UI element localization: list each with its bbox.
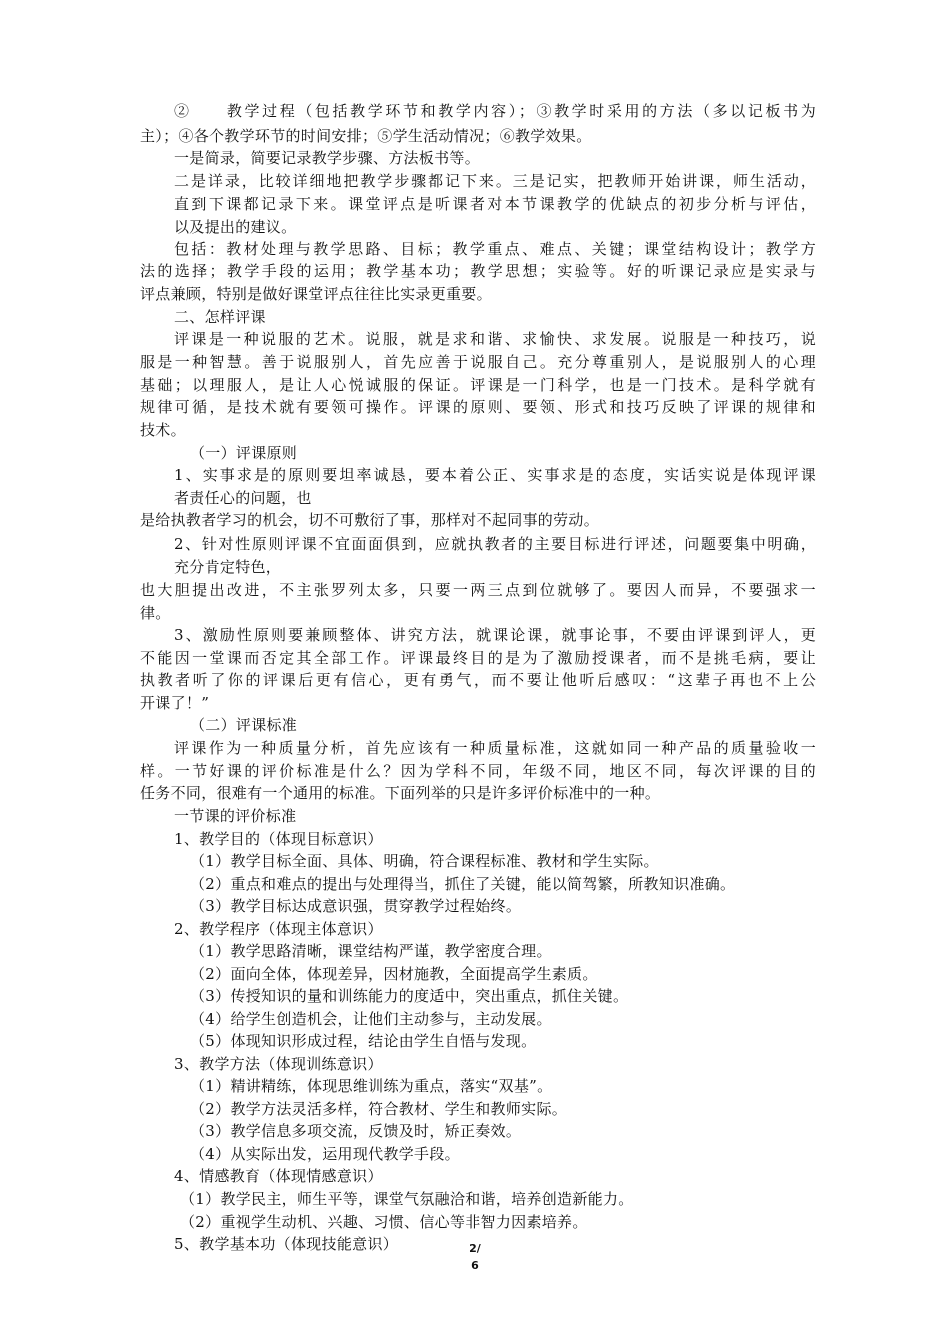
text-line: （3）教学信息多项交流，反馈及时，矫正奏效。	[190, 1122, 522, 1140]
text-line: 者责任心的问题，也	[174, 489, 312, 507]
text-line: （二）评课标准	[190, 716, 298, 734]
text-line: （2）教学方法灵活多样，符合教材、学生和教师实际。	[190, 1100, 568, 1118]
text-line: （一）评课原则	[190, 444, 298, 462]
text-line: （1）教学思路清晰，课堂结构严谨，教学密度合理。	[190, 942, 552, 960]
text-line: 直到下课都记录下来。课堂评点是听课者对本节课教学的优缺点的初步分析与评估，	[174, 195, 816, 213]
text-line: 执教者听了你的评课后更有信心，更有勇气，而不要让他听后感叹：“这辈子再也不上公	[140, 671, 816, 689]
text-line: （4）从实际出发，运用现代教学手段。	[190, 1145, 460, 1163]
text-line: 技术。	[140, 421, 186, 439]
text-line: ② 教学过程（包括教学环节和教学内容）；③教学时采用的方法（多以记板书为	[174, 102, 816, 120]
text-line: 二、怎样评课	[174, 308, 266, 326]
text-line: （3）教学目标达成意识强，贯穿教学过程始终。	[190, 897, 522, 915]
text-line: 样。一节好课的评价标准是什么？因为学科不同，年级不同，地区不同，每次评课的目的	[140, 762, 816, 780]
text-line: 1、实事求是的原则要坦率诚恳，要本着公正、实事求是的态度，实话实说是体现评课	[174, 466, 816, 484]
text-line: 以及提出的建议。	[174, 218, 297, 236]
text-line: 二是详录，比较详细地把教学步骤都记下来。三是记实，把教师开始讲课，师生活动，	[174, 172, 816, 190]
text-line: 服是一种智慧。善于说服别人，首先应善于说服自己。充分尊重别人，是说服别人的心理	[140, 353, 816, 371]
text-line: 是给执教者学习的机会，切不可敷衍了事，那样对不起同事的劳动。	[140, 511, 600, 529]
text-line: （1）教学民主，师生平等，课堂气氛融洽和谐，培养创造新能力。	[180, 1190, 634, 1208]
text-line: （2）重视学生动机、兴趣、习惯、信心等非智力因素培养。	[180, 1213, 588, 1231]
text-line: 3、激励性原则要兼顾整体、讲究方法，就课论课，就事论事，不要由评课到评人，更	[174, 626, 816, 644]
page-number-current: 2/	[469, 1242, 481, 1255]
text-line: 2、教学程序（体现主体意识）	[174, 920, 383, 938]
text-line: （2）重点和难点的提出与处理得当，抓住了关键，能以简驾繁，所教知识准确。	[190, 875, 736, 893]
text-line: 规律可循，是技术就有要领可操作。评课的原则、要领、形式和技巧反映了评课的规律和	[140, 398, 816, 416]
text-line: 5、教学基本功（体现技能意识）	[174, 1235, 399, 1253]
text-line: （4）给学生创造机会，让他们主动参与，主动发展。	[190, 1010, 552, 1028]
text-line: 开课了！”	[140, 694, 210, 712]
text-line: （1）教学目标全面、具体、明确，符合课程标准、教材和学生实际。	[190, 852, 659, 870]
text-line: 2、针对性原则评课不宜面面俱到，应就执教者的主要目标进行评述，问题要集中明确，	[174, 535, 816, 553]
text-line: 充分肯定特色，	[174, 558, 282, 576]
text-line: （5）体现知识形成过程，结论由学生自悟与发现。	[190, 1032, 537, 1050]
text-line: 任务不同，很难有一个通用的标准。下面列举的只是许多评价标准中的一种。	[140, 784, 661, 802]
text-line: （2）面向全体，体现差异，因材施教，全面提高学生素质。	[190, 965, 598, 983]
text-line: 3、教学方法（体现训练意识）	[174, 1055, 383, 1073]
text-line: 也大胆提出改进，不主张罗列太多，只要一两三点到位就够了。要因人而异，不要强求一	[140, 581, 816, 599]
text-line: 评点兼顾，特别是做好课堂评点往往比实录更重要。	[140, 285, 492, 303]
text-line: 律。	[140, 604, 171, 622]
text-line: （1）精讲精练，体现思维训练为重点，落实“双基”。	[190, 1077, 553, 1095]
text-line: 一节课的评价标准	[174, 807, 297, 825]
page-number-total: 6	[471, 1259, 479, 1272]
text-line: 评课作为一种质量分析，首先应该有一种质量标准，这就如同一种产品的质量验收一	[174, 739, 816, 757]
text-line: 基础；以理服人，是让人心悦诚服的保证。评课是一门科学，也是一门技术。是科学就有	[140, 376, 816, 394]
text-line: 主）；④各个教学环节的时间安排；⑤学生活动情况；⑥教学效果。	[140, 127, 592, 145]
text-line: 法的选择；教学手段的运用；教学基本功；教学思想；实验等。好的听课记录应是实录与	[140, 262, 816, 280]
text-line: （3）传授知识的量和训练能力的度适中，突出重点，抓住关键。	[190, 987, 629, 1005]
text-line: 不能因一堂课而否定其全部工作。评课最终目的是为了激励授课者，而不是挑毛病，要让	[140, 649, 816, 667]
text-line: 一是简录，简要记录教学步骤、方法板书等。	[174, 149, 481, 167]
text-line: 评课是一种说服的艺术。说服，就是求和谐、求愉快、求发展。说服是一种技巧，说	[174, 330, 816, 348]
text-line: 1、教学目的（体现目标意识）	[174, 830, 383, 848]
text-line: 包括：教材处理与教学思路、目标；教学重点、难点、关键；课堂结构设计；教学方	[174, 240, 816, 258]
text-line: 4、情感教育（体现情感意识）	[174, 1167, 383, 1185]
